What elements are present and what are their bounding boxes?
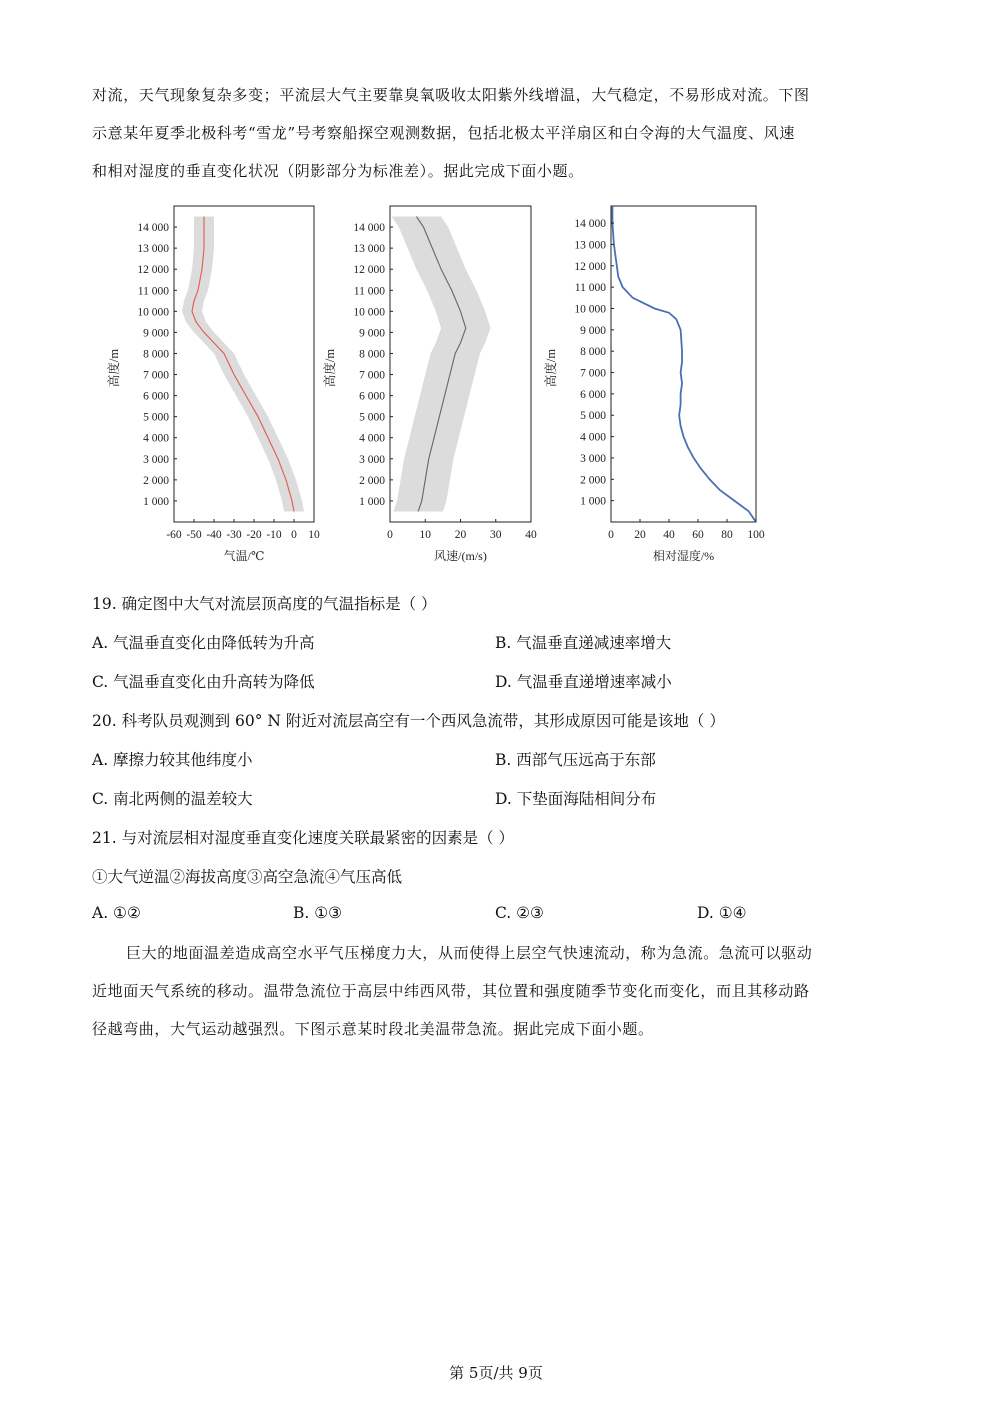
- intro-line-3: 和相对湿度的垂直变化状况（阴影部分为标准差）。据此完成下面小题。: [92, 162, 584, 180]
- chart-2-y-tick-label: 8 000: [359, 348, 385, 361]
- chart-2-y-tick-label: 2 000: [359, 474, 385, 487]
- chart-2-y-tick-label: 14 000: [353, 222, 385, 235]
- question-21-factors: ①大气逆温②海拔高度③高空急流④气压高低: [92, 868, 403, 886]
- chart-1-y-axis-label: 高度/m: [107, 348, 121, 388]
- chart-3-y-tick-label: 14 000: [574, 218, 606, 231]
- chart-1-x-axis-label: 气温/℃: [223, 549, 265, 563]
- passage-2: [92, 934, 898, 1048]
- chart-1-y-tick-label: 12 000: [137, 264, 169, 277]
- chart-1-x-tick-label: -60: [166, 529, 182, 541]
- chart-1-std-band: [182, 217, 304, 512]
- chart-3-y-tick-label: 2 000: [580, 474, 606, 487]
- question-20-option-d[interactable]: D. 下垫面海陆相间分布: [495, 790, 657, 808]
- question-19-option-b[interactable]: B. 气温垂直递减速率增大: [495, 634, 672, 652]
- chart-3-y-tick-label: 13 000: [574, 239, 606, 252]
- chart-3-y-tick-label: 5 000: [580, 410, 606, 423]
- question-21-option-a[interactable]: A. ①②: [92, 904, 141, 922]
- chart-1-x-tick-label: -30: [226, 529, 242, 541]
- question-21-option-b[interactable]: B. ①③: [293, 904, 343, 922]
- question-21-stem: 21. 与对流层相对湿度垂直变化速度关联最紧密的因素是（ ）: [92, 829, 515, 847]
- chart-2-x-tick-label: 20: [454, 529, 467, 541]
- chart-2-y-tick-label: 7 000: [359, 369, 385, 382]
- chart-1-x-tick-label: -40: [206, 529, 222, 541]
- question-20-stem: 20. 科考队员观测到 60° N 附近对流层高空有一个西风急流带，其形成原因可能是该地（ ）: [92, 712, 725, 730]
- chart-3-y-tick-label: 9 000: [580, 324, 606, 337]
- chart-1-y-tick-label: 11 000: [137, 285, 169, 298]
- chart-3-x-axis-label: 相对湿度/%: [652, 549, 715, 563]
- chart-1-y-tick-label: 6 000: [143, 390, 169, 403]
- chart-3-y-tick-label: 8 000: [580, 346, 606, 359]
- chart-2-y-tick-label: 13 000: [353, 243, 385, 256]
- intro-line-2: 示意某年夏季北极科考“雪龙”号考察船探空观测数据，包括北极太平洋扇区和白令海的大气温度、风速: [92, 124, 795, 142]
- chart-3-y-tick-label: 12 000: [574, 260, 606, 273]
- chart-2-x-tick-label: 0: [387, 529, 393, 541]
- chart-3-y-axis-label: 高度/m: [544, 348, 558, 388]
- chart-3-x-tick-label: 60: [692, 529, 704, 541]
- chart-1-y-tick-label: 2 000: [143, 474, 169, 487]
- chart-2-y-tick-label: 11 000: [353, 285, 385, 298]
- chart-3-x-tick-label: 20: [634, 529, 646, 541]
- chart-1-x-tick-label: 0: [291, 529, 297, 541]
- chart-1-x-tick-label: 10: [308, 529, 320, 541]
- chart-2-x-axis-label: 风速/(m/s): [434, 549, 487, 563]
- chart-3-frame: [611, 206, 756, 522]
- chart-3-y-tick-label: 7 000: [580, 367, 606, 380]
- chart-1-x-tick-label: -10: [266, 529, 282, 541]
- chart-3-y-tick-label: 10 000: [574, 303, 606, 316]
- chart-2-x-tick-label: 30: [490, 529, 502, 541]
- chart-2-y-tick-label: 5 000: [359, 411, 385, 424]
- passage-2-line-2: 近地面天气系统的移动。温带急流位于高层中纬西风带，其位置和强度随季节变化而变化，而且其移动路: [92, 982, 810, 1000]
- chart-2-std-band: [392, 217, 491, 512]
- chart-1-y-tick-label: 7 000: [143, 369, 169, 382]
- chart-3-y-tick-label: 6 000: [580, 388, 606, 401]
- chart-2-y-tick-label: 3 000: [359, 453, 385, 466]
- question-20-option-b[interactable]: B. 西部气压远高于东部: [495, 751, 656, 769]
- chart-1-x-tick-label: -20: [246, 529, 262, 541]
- chart-2-y-tick-label: 9 000: [359, 327, 385, 340]
- chart-3-x-tick-label: 40: [663, 529, 675, 541]
- chart-2-x-tick-label: 40: [525, 529, 537, 541]
- intro-paragraph: [92, 76, 898, 190]
- question-19-option-c[interactable]: C. 气温垂直变化由升高转为降低: [92, 673, 315, 691]
- question-20-option-a[interactable]: A. 摩擦力较其他纬度小: [92, 751, 253, 769]
- chart-2-y-axis-label: 高度/m: [323, 348, 337, 388]
- chart-3-x-tick-label: 100: [747, 529, 765, 541]
- question-21-option-d[interactable]: D. ①④: [697, 904, 747, 922]
- chart-1-y-tick-label: 4 000: [143, 432, 169, 445]
- question-20-option-c[interactable]: C. 南北两侧的温差较大: [92, 790, 253, 808]
- chart-2-y-tick-label: 12 000: [353, 264, 385, 277]
- chart-1-y-tick-label: 8 000: [143, 348, 169, 361]
- passage-2-line-3: 径越弯曲，大气运动越强烈。下图示意某时段北美温带急流。据此完成下面小题。: [92, 1020, 654, 1038]
- chart-3-series-line: [612, 206, 756, 522]
- intro-line-1: 对流，天气现象复杂多变；平流层大气主要靠臭氧吸收太阳紫外线增温，大气稳定，不易形成对流。下图: [92, 86, 810, 104]
- chart-2-y-tick-label: 4 000: [359, 432, 385, 445]
- question-19-option-d[interactable]: D. 气温垂直递增速率减小: [495, 673, 672, 691]
- chart-1-y-tick-label: 14 000: [137, 222, 169, 235]
- chart-3-x-tick-label: 80: [721, 529, 733, 541]
- chart-2-y-tick-label: 1 000: [359, 495, 385, 508]
- sounding-charts: [92, 198, 782, 570]
- chart-1-y-tick-label: 9 000: [143, 327, 169, 340]
- chart-3-y-tick-label: 3 000: [580, 452, 606, 465]
- chart-1-y-tick-label: 5 000: [143, 411, 169, 424]
- chart-1-y-tick-label: 10 000: [137, 306, 169, 319]
- chart-2-y-tick-label: 6 000: [359, 390, 385, 403]
- question-19-stem: 19. 确定图中大气对流层顶高度的气温指标是（ ）: [92, 595, 437, 613]
- question-21-option-c[interactable]: C. ②③: [495, 904, 544, 922]
- chart-3-y-tick-label: 4 000: [580, 431, 606, 444]
- chart-1-y-tick-label: 1 000: [143, 495, 169, 508]
- chart-1-y-tick-label: 13 000: [137, 243, 169, 256]
- chart-1-y-tick-label: 3 000: [143, 453, 169, 466]
- page-footer: 第 5页/共 9页: [449, 1364, 543, 1382]
- chart-1-x-tick-label: -50: [186, 529, 202, 541]
- chart-3-y-tick-label: 11 000: [574, 282, 606, 295]
- chart-2-x-tick-label: 10: [419, 529, 431, 541]
- question-19-option-a[interactable]: A. 气温垂直变化由降低转为升高: [92, 634, 315, 652]
- chart-3-y-tick-label: 1 000: [580, 495, 606, 508]
- chart-2-y-tick-label: 10 000: [353, 306, 385, 319]
- chart-3-x-tick-label: 0: [608, 529, 614, 541]
- passage-2-line-1: 巨大的地面温差造成高空水平气压梯度力大，从而使得上层空气快速流动，称为急流。急流可以驱动: [126, 944, 813, 962]
- sounding-charts-svg: [92, 198, 782, 570]
